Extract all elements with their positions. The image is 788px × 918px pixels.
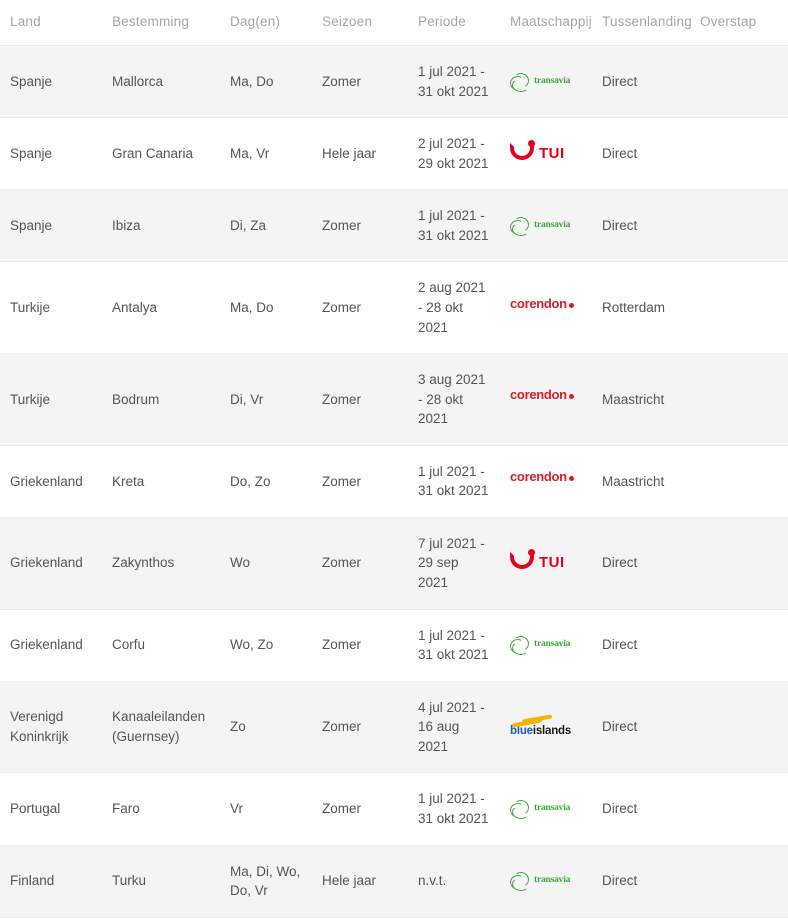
cell-periode: 4 jul 2021 - 16 aug 2021: [408, 681, 500, 773]
cell-periode: 1 jul 2021 - 31 okt 2021: [408, 445, 500, 517]
cell-bestemming: Corfu: [102, 609, 220, 681]
cell-maatschappij: [500, 445, 592, 517]
cell-seizoen: Zomer: [312, 46, 408, 118]
cell-periode: 1 jul 2021 - 31 okt 2021: [408, 609, 500, 681]
column-header-dagen: Dag(en): [220, 0, 312, 46]
cell-maatschappij: [500, 517, 592, 609]
table-row: [0, 190, 788, 262]
cell-seizoen: Zomer: [312, 609, 408, 681]
cell-seizoen: Zomer: [312, 190, 408, 262]
smile-icon: [510, 552, 534, 574]
column-header-tussenlanding: Tussenlanding: [592, 0, 690, 46]
cell-dagen: Wo: [220, 517, 312, 609]
corendon-logo: [510, 468, 582, 494]
cell-seizoen: Hele jaar: [312, 845, 408, 917]
table-header: [0, 0, 788, 46]
cell-bestemming: Faro: [102, 773, 220, 845]
airline-name: transavia: [534, 219, 571, 230]
table-row: [0, 681, 788, 773]
cell-land: Spanje: [0, 190, 102, 262]
cell-periode: 1 jul 2021 - 31 okt 2021: [408, 46, 500, 118]
table-row: [0, 445, 788, 517]
column-header-overstap: Overstap: [690, 0, 788, 46]
leaf-icon: [510, 800, 530, 818]
cell-tussenlanding: Rotterdam: [592, 262, 690, 354]
cell-maatschappij: [500, 609, 592, 681]
cell-dagen: Di, Vr: [220, 354, 312, 446]
dot-icon: [569, 476, 574, 481]
cell-maatschappij: [500, 46, 592, 118]
blueislands-logo: [510, 714, 582, 740]
cell-maatschappij: [500, 118, 592, 190]
cell-maatschappij: [500, 190, 592, 262]
cell-overstap: [690, 354, 788, 446]
cell-land: Spanje: [0, 46, 102, 118]
cell-overstap: [690, 773, 788, 845]
corendon-logo: [510, 295, 582, 321]
cell-tussenlanding: Direct: [592, 46, 690, 118]
table-row: [0, 354, 788, 446]
airline-name: corendon: [510, 469, 567, 485]
cell-dagen: Ma, Vr: [220, 118, 312, 190]
cell-overstap: [690, 609, 788, 681]
cell-land: Portugal: [0, 773, 102, 845]
cell-tussenlanding: Maastricht: [592, 354, 690, 446]
cell-overstap: [690, 46, 788, 118]
tui-logo: [510, 141, 582, 167]
cell-bestemming: Zakynthos: [102, 517, 220, 609]
airline-name: corendon: [510, 387, 567, 403]
cell-bestemming: Bodrum: [102, 354, 220, 446]
leaf-icon: [510, 73, 530, 91]
swoosh-icon: [510, 716, 556, 725]
table-row: [0, 845, 788, 917]
transavia-logo: [510, 632, 582, 658]
cell-dagen: Do, Zo: [220, 445, 312, 517]
cell-bestemming: Ibiza: [102, 190, 220, 262]
table-row: [0, 262, 788, 354]
cell-bestemming: Turku: [102, 845, 220, 917]
transavia-logo: [510, 69, 582, 95]
cell-seizoen: Zomer: [312, 517, 408, 609]
table-row: [0, 118, 788, 190]
cell-maatschappij: [500, 773, 592, 845]
transavia-logo: [510, 796, 582, 822]
airline-name: corendon: [510, 295, 567, 311]
table-row: [0, 773, 788, 845]
table-row: [0, 517, 788, 609]
cell-bestemming: Mallorca: [102, 46, 220, 118]
table-body: [0, 46, 788, 918]
cell-land: Turkije: [0, 262, 102, 354]
cell-tussenlanding: Direct: [592, 190, 690, 262]
dot-icon: [569, 303, 574, 308]
cell-overstap: [690, 190, 788, 262]
cell-overstap: [690, 118, 788, 190]
column-header-maatschappij: Maatschappij: [500, 0, 592, 46]
table-header-row: [0, 0, 788, 46]
cell-overstap: [690, 262, 788, 354]
cell-land: Griekenland: [0, 609, 102, 681]
cell-periode: 2 aug 2021 - 28 okt 2021: [408, 262, 500, 354]
table-row: [0, 46, 788, 118]
corendon-logo: [510, 386, 582, 412]
cell-dagen: Zo: [220, 681, 312, 773]
cell-periode: 1 jul 2021 - 31 okt 2021: [408, 190, 500, 262]
cell-land: Griekenland: [0, 445, 102, 517]
cell-dagen: Wo, Zo: [220, 609, 312, 681]
cell-land: Verenigd Koninkrijk: [0, 681, 102, 773]
cell-land: Griekenland: [0, 517, 102, 609]
leaf-icon: [510, 636, 530, 654]
cell-dagen: Ma, Di, Wo, Do, Vr: [220, 845, 312, 917]
cell-dagen: Di, Za: [220, 190, 312, 262]
column-header-seizoen: Seizoen: [312, 0, 408, 46]
airline-name: TUI: [539, 554, 565, 572]
airline-name: transavia: [534, 803, 571, 814]
smile-icon: [510, 143, 534, 165]
tui-logo: [510, 550, 582, 576]
leaf-icon: [510, 872, 530, 890]
cell-bestemming: Kanaaleilanden (Guernsey): [102, 681, 220, 773]
table-row: [0, 609, 788, 681]
transavia-logo: [510, 213, 582, 239]
airline-name: TUI: [539, 144, 565, 162]
cell-seizoen: Zomer: [312, 681, 408, 773]
column-header-bestemming: Bestemming: [102, 0, 220, 46]
cell-tussenlanding: Direct: [592, 118, 690, 190]
cell-bestemming: Kreta: [102, 445, 220, 517]
column-header-periode: Periode: [408, 0, 500, 46]
cell-tussenlanding: Direct: [592, 517, 690, 609]
airline-name: blueislands: [510, 725, 572, 738]
cell-bestemming: Gran Canaria: [102, 118, 220, 190]
cell-periode: 2 jul 2021 - 29 okt 2021: [408, 118, 500, 190]
cell-land: Finland: [0, 845, 102, 917]
cell-periode: 1 jul 2021 - 31 okt 2021: [408, 773, 500, 845]
dot-icon: [569, 394, 574, 399]
column-header-land: Land: [0, 0, 102, 46]
cell-dagen: Ma, Do: [220, 262, 312, 354]
cell-maatschappij: [500, 845, 592, 917]
cell-seizoen: Zomer: [312, 773, 408, 845]
cell-tussenlanding: Direct: [592, 845, 690, 917]
cell-dagen: Ma, Do: [220, 46, 312, 118]
cell-periode: 3 aug 2021 - 28 okt 2021: [408, 354, 500, 446]
airline-name: transavia: [534, 875, 571, 886]
cell-seizoen: Zomer: [312, 262, 408, 354]
cell-overstap: [690, 845, 788, 917]
cell-periode: 7 jul 2021 - 29 sep 2021: [408, 517, 500, 609]
cell-maatschappij: [500, 262, 592, 354]
cell-maatschappij: [500, 681, 592, 773]
cell-seizoen: Hele jaar: [312, 118, 408, 190]
cell-overstap: [690, 445, 788, 517]
airline-name: transavia: [534, 639, 571, 650]
cell-overstap: [690, 681, 788, 773]
leaf-icon: [510, 217, 530, 235]
cell-seizoen: Zomer: [312, 445, 408, 517]
cell-tussenlanding: Maastricht: [592, 445, 690, 517]
cell-dagen: Vr: [220, 773, 312, 845]
airline-name: transavia: [534, 75, 571, 86]
cell-bestemming: Antalya: [102, 262, 220, 354]
cell-land: Turkije: [0, 354, 102, 446]
cell-land: Spanje: [0, 118, 102, 190]
cell-maatschappij: [500, 354, 592, 446]
transavia-logo: [510, 868, 582, 894]
cell-tussenlanding: Direct: [592, 609, 690, 681]
cell-seizoen: Zomer: [312, 354, 408, 446]
cell-periode: n.v.t.: [408, 845, 500, 917]
cell-tussenlanding: Direct: [592, 773, 690, 845]
cell-tussenlanding: Direct: [592, 681, 690, 773]
cell-overstap: [690, 517, 788, 609]
